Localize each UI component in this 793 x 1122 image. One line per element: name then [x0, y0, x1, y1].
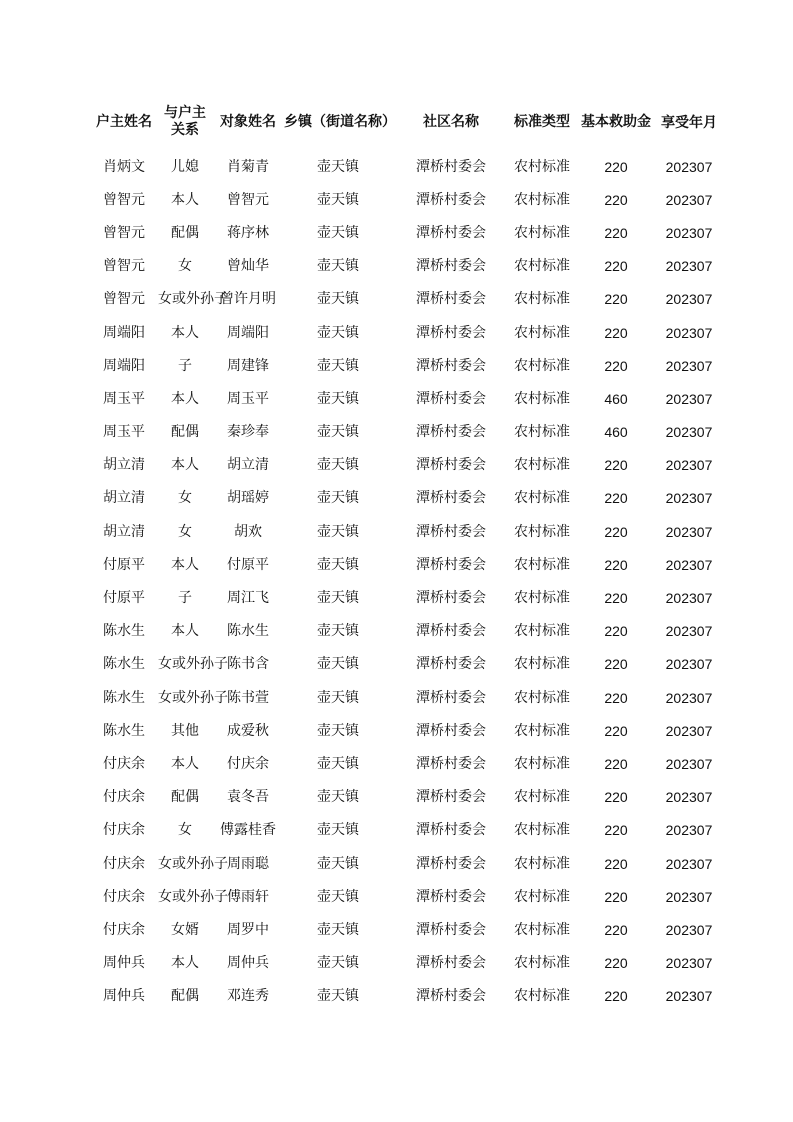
cell-basic-relief: 220 [604, 556, 628, 573]
cell-period: 202307 [665, 390, 713, 407]
cell-community: 潭桥村委会 [416, 789, 486, 806]
table-body [90, 150, 720, 1013]
cell-township: 壶天镇 [317, 689, 359, 706]
cell-community: 潭桥村委会 [416, 955, 486, 972]
cell-standard-type: 农村标准 [514, 789, 570, 806]
cell-relationship: 女或外孙子 [158, 656, 228, 673]
cell-township: 壶天镇 [317, 191, 359, 208]
cell-basic-relief: 220 [604, 888, 628, 905]
cell-community: 潭桥村委会 [416, 623, 486, 640]
cell-household-head: 付庆余 [103, 755, 145, 772]
cell-recipient-name: 周玉平 [227, 390, 269, 407]
cell-standard-type: 农村标准 [514, 324, 570, 341]
cell-household-head: 付庆余 [103, 888, 145, 905]
cell-period: 202307 [665, 490, 713, 507]
cell-household-head: 曾智元 [103, 258, 145, 275]
table-row [90, 216, 720, 249]
cell-relationship: 子 [178, 590, 192, 607]
cell-basic-relief: 220 [604, 988, 628, 1005]
cell-township: 壶天镇 [317, 556, 359, 573]
cell-basic-relief: 220 [604, 291, 628, 308]
cell-community: 潭桥村委会 [416, 258, 486, 275]
cell-township: 壶天镇 [317, 258, 359, 275]
cell-period: 202307 [665, 191, 713, 208]
cell-community: 潭桥村委会 [416, 556, 486, 573]
cell-recipient-name: 周罗中 [227, 921, 269, 938]
cell-community: 潭桥村委会 [416, 855, 486, 872]
cell-period: 202307 [665, 789, 713, 806]
cell-period: 202307 [665, 590, 713, 607]
header-household-head: 户主姓名 [96, 113, 152, 130]
cell-relationship: 女或外孙子 [158, 291, 228, 308]
cell-basic-relief: 220 [604, 689, 628, 706]
table-row [90, 714, 720, 747]
cell-household-head: 周端阳 [103, 357, 145, 374]
cell-household-head: 陈水生 [103, 623, 145, 640]
table-row [90, 316, 720, 349]
cell-relationship: 本人 [171, 457, 199, 474]
cell-household-head: 胡立清 [103, 457, 145, 474]
cell-household-head: 付庆余 [103, 789, 145, 806]
cell-relationship: 配偶 [171, 789, 199, 806]
cell-community: 潭桥村委会 [416, 291, 486, 308]
cell-basic-relief: 220 [604, 855, 628, 872]
cell-relationship: 本人 [171, 623, 199, 640]
cell-basic-relief: 220 [604, 191, 628, 208]
cell-household-head: 胡立清 [103, 490, 145, 507]
cell-standard-type: 农村标准 [514, 158, 570, 175]
cell-relationship: 本人 [171, 556, 199, 573]
cell-standard-type: 农村标准 [514, 623, 570, 640]
cell-recipient-name: 周江飞 [227, 590, 269, 607]
cell-period: 202307 [665, 523, 713, 540]
table-row [90, 382, 720, 415]
cell-household-head: 周玉平 [103, 390, 145, 407]
cell-relationship: 女或外孙子 [158, 855, 228, 872]
cell-period: 202307 [665, 424, 713, 441]
cell-basic-relief: 220 [604, 623, 628, 640]
cell-community: 潭桥村委会 [416, 191, 486, 208]
cell-basic-relief: 220 [604, 789, 628, 806]
relief-table [90, 100, 720, 1013]
cell-standard-type: 农村标准 [514, 888, 570, 905]
cell-basic-relief: 460 [604, 390, 628, 407]
cell-township: 壶天镇 [317, 988, 359, 1005]
cell-recipient-name: 周雨聪 [227, 855, 269, 872]
cell-standard-type: 农村标准 [514, 855, 570, 872]
cell-basic-relief: 460 [604, 424, 628, 441]
cell-basic-relief: 220 [604, 955, 628, 972]
table-row [90, 548, 720, 581]
cell-household-head: 陈水生 [103, 722, 145, 739]
cell-relationship: 本人 [171, 390, 199, 407]
cell-relationship: 配偶 [171, 424, 199, 441]
table-row [90, 349, 720, 382]
cell-community: 潭桥村委会 [416, 357, 486, 374]
cell-household-head: 付庆余 [103, 822, 145, 839]
header-period: 享受年月 [661, 113, 717, 130]
table-row [90, 449, 720, 482]
cell-recipient-name: 陈水生 [227, 623, 269, 640]
cell-township: 壶天镇 [317, 390, 359, 407]
table-row [90, 283, 720, 316]
header-township: 乡镇（街道名称） [284, 113, 396, 130]
cell-recipient-name: 傅雨轩 [227, 888, 269, 905]
cell-relationship: 子 [178, 357, 192, 374]
cell-relationship: 本人 [171, 324, 199, 341]
cell-standard-type: 农村标准 [514, 822, 570, 839]
table-row [90, 880, 720, 913]
cell-basic-relief: 220 [604, 324, 628, 341]
table-row [90, 581, 720, 614]
cell-community: 潭桥村委会 [416, 656, 486, 673]
cell-recipient-name: 蒋序林 [227, 224, 269, 241]
cell-community: 潭桥村委会 [416, 689, 486, 706]
cell-recipient-name: 陈书含 [227, 656, 269, 673]
cell-community: 潭桥村委会 [416, 888, 486, 905]
cell-recipient-name: 胡瑶婷 [227, 490, 269, 507]
cell-township: 壶天镇 [317, 523, 359, 540]
cell-standard-type: 农村标准 [514, 689, 570, 706]
cell-recipient-name: 胡欢 [234, 523, 262, 540]
table-row [90, 913, 720, 946]
cell-community: 潭桥村委会 [416, 921, 486, 938]
cell-household-head: 胡立清 [103, 523, 145, 540]
cell-standard-type: 农村标准 [514, 921, 570, 938]
table-row [90, 615, 720, 648]
cell-township: 壶天镇 [317, 789, 359, 806]
cell-basic-relief: 220 [604, 457, 628, 474]
cell-period: 202307 [665, 822, 713, 839]
table-row [90, 814, 720, 847]
table-row [90, 183, 720, 216]
cell-community: 潭桥村委会 [416, 988, 486, 1005]
cell-recipient-name: 成爱秋 [227, 722, 269, 739]
cell-period: 202307 [665, 855, 713, 872]
cell-community: 潭桥村委会 [416, 457, 486, 474]
cell-standard-type: 农村标准 [514, 224, 570, 241]
cell-township: 壶天镇 [317, 324, 359, 341]
table-row [90, 250, 720, 283]
cell-standard-type: 农村标准 [514, 988, 570, 1005]
cell-period: 202307 [665, 623, 713, 640]
table-row [90, 847, 720, 880]
cell-recipient-name: 陈书萱 [227, 689, 269, 706]
cell-standard-type: 农村标准 [514, 955, 570, 972]
cell-standard-type: 农村标准 [514, 424, 570, 441]
cell-community: 潭桥村委会 [416, 324, 486, 341]
cell-period: 202307 [665, 888, 713, 905]
cell-period: 202307 [665, 656, 713, 673]
cell-period: 202307 [665, 324, 713, 341]
cell-recipient-name: 曾灿华 [227, 258, 269, 275]
cell-standard-type: 农村标准 [514, 490, 570, 507]
cell-period: 202307 [665, 258, 713, 275]
cell-relationship: 女 [178, 258, 192, 275]
cell-township: 壶天镇 [317, 822, 359, 839]
cell-basic-relief: 220 [604, 158, 628, 175]
table-row [90, 150, 720, 183]
cell-household-head: 付庆余 [103, 921, 145, 938]
cell-relationship: 本人 [171, 755, 199, 772]
table-row [90, 482, 720, 515]
cell-community: 潭桥村委会 [416, 523, 486, 540]
cell-recipient-name: 邓连秀 [227, 988, 269, 1005]
cell-household-head: 付庆余 [103, 855, 145, 872]
cell-township: 壶天镇 [317, 623, 359, 640]
cell-community: 潭桥村委会 [416, 590, 486, 607]
table-row [90, 648, 720, 681]
cell-community: 潭桥村委会 [416, 490, 486, 507]
cell-standard-type: 农村标准 [514, 390, 570, 407]
cell-recipient-name: 秦珍奉 [227, 424, 269, 441]
cell-relationship: 其他 [171, 722, 199, 739]
cell-household-head: 周仲兵 [103, 988, 145, 1005]
cell-basic-relief: 220 [604, 822, 628, 839]
header-relationship: 与户主关系 [164, 105, 206, 138]
cell-standard-type: 农村标准 [514, 357, 570, 374]
cell-relationship: 本人 [171, 191, 199, 208]
cell-basic-relief: 220 [604, 490, 628, 507]
cell-household-head: 付原平 [103, 556, 145, 573]
cell-period: 202307 [665, 357, 713, 374]
cell-period: 202307 [665, 722, 713, 739]
cell-basic-relief: 220 [604, 590, 628, 607]
cell-township: 壶天镇 [317, 490, 359, 507]
cell-recipient-name: 周仲兵 [227, 955, 269, 972]
cell-household-head: 曾智元 [103, 224, 145, 241]
cell-period: 202307 [665, 988, 713, 1005]
cell-community: 潭桥村委会 [416, 755, 486, 772]
cell-community: 潭桥村委会 [416, 722, 486, 739]
header-community: 社区名称 [423, 113, 479, 130]
cell-township: 壶天镇 [317, 291, 359, 308]
cell-township: 壶天镇 [317, 855, 359, 872]
cell-period: 202307 [665, 291, 713, 308]
cell-basic-relief: 220 [604, 921, 628, 938]
cell-relationship: 配偶 [171, 988, 199, 1005]
table-row [90, 781, 720, 814]
cell-period: 202307 [665, 224, 713, 241]
cell-township: 壶天镇 [317, 457, 359, 474]
table-row [90, 681, 720, 714]
cell-relationship: 女 [178, 523, 192, 540]
cell-period: 202307 [665, 921, 713, 938]
cell-township: 壶天镇 [317, 921, 359, 938]
cell-township: 壶天镇 [317, 224, 359, 241]
cell-standard-type: 农村标准 [514, 722, 570, 739]
cell-household-head: 周玉平 [103, 424, 145, 441]
cell-recipient-name: 袁冬吾 [227, 789, 269, 806]
table-header [90, 100, 720, 144]
cell-community: 潭桥村委会 [416, 158, 486, 175]
cell-recipient-name: 付庆余 [227, 755, 269, 772]
cell-standard-type: 农村标准 [514, 258, 570, 275]
cell-recipient-name: 曾智元 [227, 191, 269, 208]
cell-relationship: 女婿 [171, 921, 199, 938]
cell-basic-relief: 220 [604, 755, 628, 772]
cell-relationship: 女或外孙子 [158, 689, 228, 706]
cell-basic-relief: 220 [604, 224, 628, 241]
cell-township: 壶天镇 [317, 888, 359, 905]
header-standard-type: 标准类型 [514, 113, 570, 130]
cell-recipient-name: 傅露桂香 [220, 822, 276, 839]
cell-community: 潭桥村委会 [416, 822, 486, 839]
cell-relationship: 儿媳 [171, 158, 199, 175]
cell-township: 壶天镇 [317, 424, 359, 441]
table-row [90, 515, 720, 548]
cell-household-head: 周端阳 [103, 324, 145, 341]
cell-community: 潭桥村委会 [416, 424, 486, 441]
cell-period: 202307 [665, 457, 713, 474]
cell-household-head: 陈水生 [103, 656, 145, 673]
cell-township: 壶天镇 [317, 755, 359, 772]
cell-relationship: 女或外孙子 [158, 888, 228, 905]
cell-household-head: 付原平 [103, 590, 145, 607]
table-row [90, 416, 720, 449]
cell-household-head: 肖炳文 [103, 158, 145, 175]
cell-township: 壶天镇 [317, 656, 359, 673]
cell-period: 202307 [665, 755, 713, 772]
cell-community: 潭桥村委会 [416, 224, 486, 241]
cell-standard-type: 农村标准 [514, 590, 570, 607]
header-basic-relief: 基本救助金 [581, 113, 651, 130]
cell-recipient-name: 周端阳 [227, 324, 269, 341]
cell-period: 202307 [665, 556, 713, 573]
cell-relationship: 本人 [171, 955, 199, 972]
cell-standard-type: 农村标准 [514, 556, 570, 573]
table-row [90, 980, 720, 1013]
cell-household-head: 陈水生 [103, 689, 145, 706]
cell-relationship: 女 [178, 822, 192, 839]
cell-recipient-name: 付原平 [227, 556, 269, 573]
cell-period: 202307 [665, 158, 713, 175]
cell-basic-relief: 220 [604, 357, 628, 374]
cell-period: 202307 [665, 955, 713, 972]
cell-recipient-name: 胡立清 [227, 457, 269, 474]
cell-household-head: 曾智元 [103, 191, 145, 208]
cell-standard-type: 农村标准 [514, 191, 570, 208]
cell-standard-type: 农村标准 [514, 457, 570, 474]
cell-basic-relief: 220 [604, 656, 628, 673]
cell-period: 202307 [665, 689, 713, 706]
cell-township: 壶天镇 [317, 590, 359, 607]
cell-standard-type: 农村标准 [514, 656, 570, 673]
cell-basic-relief: 220 [604, 523, 628, 540]
cell-relationship: 配偶 [171, 224, 199, 241]
cell-recipient-name: 肖菊青 [227, 158, 269, 175]
cell-recipient-name: 周建锋 [227, 357, 269, 374]
cell-township: 壶天镇 [317, 158, 359, 175]
cell-recipient-name: 曾许月明 [220, 291, 276, 308]
cell-standard-type: 农村标准 [514, 291, 570, 308]
table-row [90, 947, 720, 980]
cell-township: 壶天镇 [317, 722, 359, 739]
cell-household-head: 曾智元 [103, 291, 145, 308]
cell-basic-relief: 220 [604, 258, 628, 275]
cell-standard-type: 农村标准 [514, 523, 570, 540]
cell-standard-type: 农村标准 [514, 755, 570, 772]
cell-relationship: 女 [178, 490, 192, 507]
cell-community: 潭桥村委会 [416, 390, 486, 407]
cell-township: 壶天镇 [317, 955, 359, 972]
header-recipient-name: 对象姓名 [220, 113, 276, 130]
cell-basic-relief: 220 [604, 722, 628, 739]
cell-household-head: 周仲兵 [103, 955, 145, 972]
cell-township: 壶天镇 [317, 357, 359, 374]
table-row [90, 747, 720, 780]
